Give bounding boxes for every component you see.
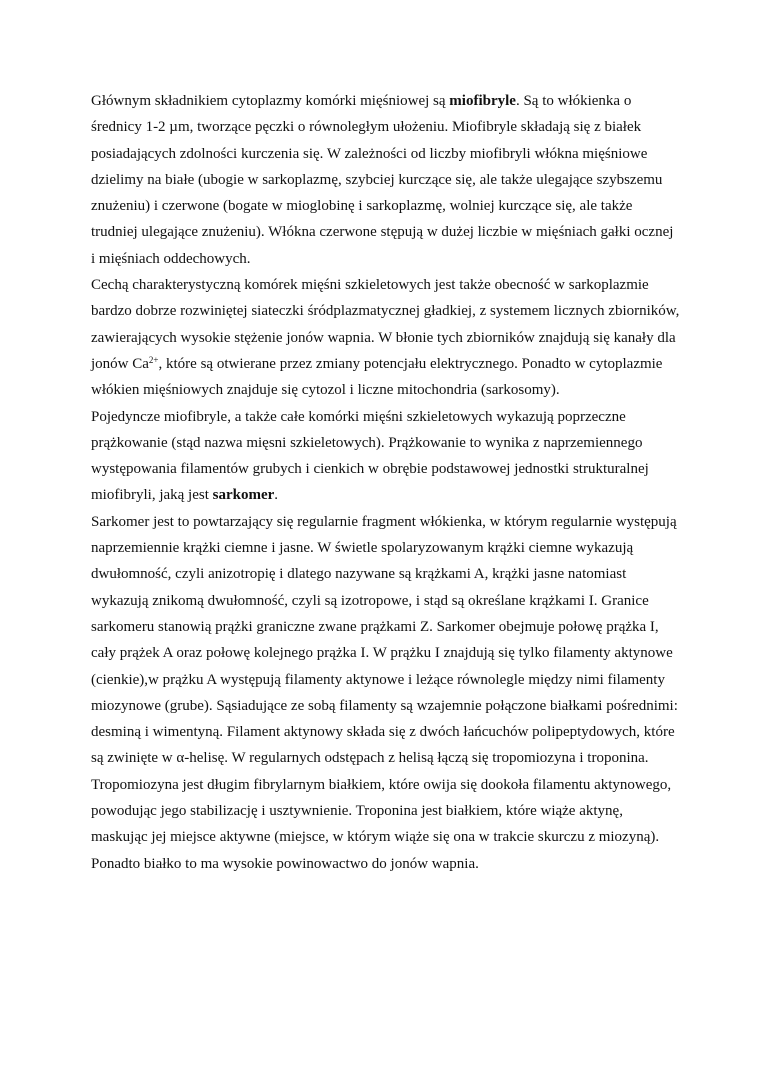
text-run: . bbox=[274, 487, 279, 504]
text-run: , które są otwierane przez zmiany potencjału elektrycznego. Ponadto w cytoplazmie włókien mięśniowych znajduje się cytozol i liczne mitochondria (sarkosomy). bbox=[91, 355, 663, 399]
paragraph-prazkowanie bbox=[91, 404, 681, 509]
term-miofibryle: miofibryle bbox=[449, 93, 516, 109]
paragraph-sarkomer bbox=[91, 509, 681, 877]
text-run: . Są to włókienka o średnicy 1-2 µm, tworzące pęczki o równoległym ułożeniu. Miofibryle składają się z białek posiadających zdolności kurczenia się. W zależności od liczby miofibryli włókna mięśniowe dzielimy na białe (ubogie w sarkoplazmę, szybciej kurczące się, ale także ulegające szybszemu znużeniu) i czerwone (bogate w mioglobinę i sarkoplazmę, wolniej kurczące się, ale także trudniej ulegające znużeniu). Włókna czerwone stępują w dużej liczbie w mięśniach gałki ocznej i mięśniach oddechowych. bbox=[91, 93, 674, 267]
text-run: Cechą charakterystyczną komórek mięśni szkieletowych jest także obecność w sarkoplazmie bardzo dobrze rozwiniętej siateczki śródplazmatycznej gładkiej, z systemem licznych zbiorników, zawierających wysokie stężenie jonów wapnia. W błonie tych zbiorników znajdują się kanały dla jonów Ca bbox=[91, 277, 680, 372]
body-text bbox=[91, 88, 681, 877]
term-sarkomer: sarkomer bbox=[212, 487, 275, 504]
superscript-charge: 2+ bbox=[148, 354, 159, 365]
paragraph-sarkoplazma bbox=[91, 272, 681, 403]
text-run: Pojedyncze miofibryle, a także całe komórki mięśni szkieletowych wykazują poprzeczne prążkowanie (stąd nazwa mięsni szkieletowych). Prążkowanie to wynika z naprzemiennego występowania filamentów grubych i cienkich w obrębie podstawowej jednostki strukturalnej miofibryli, jaką jest bbox=[91, 408, 649, 504]
text-run: Głównym składnikiem cytoplazmy komórki mięśniowej są bbox=[91, 93, 450, 109]
text-run: Sarkomer jest to powtarzający się regularnie fragment włókienka, w którym regularnie występują naprzemiennie krążki ciemne i jasne. W świetle spolaryzowanym krążki ciemne wykazują dwułomność, czyli anizotropię i dlatego nazywane są krążkami A, krążki jasne natomiast wykazują znikomą dwułomność, czyli są izotropowe, i stąd są określane krążkami I. Granice sarkomeru stanowią prążki graniczne zwane prążkami Z. Sarkomer obejmuje połowę prążka I, cały prążek A oraz połowę kolejnego prążka I. W prążku I znajdują się tylko filamenty aktynowe (cienkie),w prążku A występują filamenty aktynowe i leżące równolegle między nimi filamenty miozynowe (grube). Sąsiadujące ze sobą filamenty są wzajemnie połączone białkami pośrednimi: desminą i wimentyną. Filament aktynowy składa się z dwóch łańcuchów polipeptydowych, które są zwinięte w α-helisę. W regularnych odstępach z helisą łączą się tropomiozyna i troponina. Tropomiozyna jest długim fibrylarnym białkiem, które owija się dookoła filamentu aktynowego, powodując jego stabilizację i usztywnienie. Troponina jest białkiem, które wiąże aktynę, maskując jej miejsce aktywne (miejsce, w którym wiąże się ona w trakcie skurczu z miozyną). Ponadto białko to ma wysokie powinowactwo do jonów wapnia. bbox=[91, 513, 678, 872]
paragraph-miofibryle bbox=[91, 88, 681, 272]
